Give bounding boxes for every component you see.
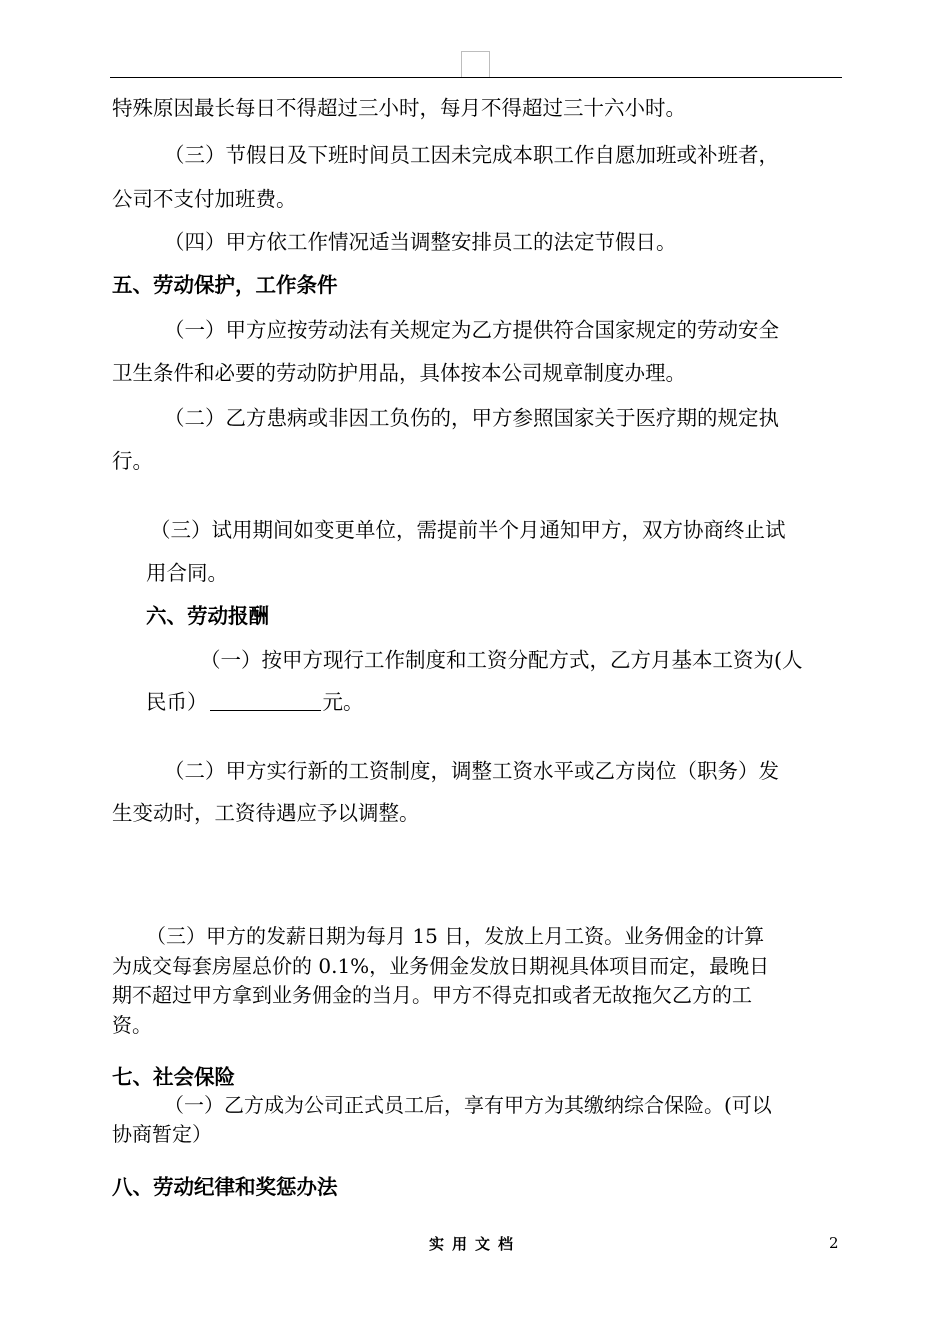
section-heading: 七、社会保险 [112,1065,235,1089]
paragraph-line: 协商暂定） [112,1122,212,1146]
paragraph-line: （一）乙方成为公司正式员工后，享有甲方为其缴纳综合保险。(可以 [164,1093,772,1117]
header-rule [110,77,842,78]
header-box [461,51,490,78]
salary-blank [210,710,321,711]
paragraph-line: （一）甲方应按劳动法有关规定为乙方提供符合国家规定的劳动安全 [164,318,779,342]
paragraph-line: 为成交每套房屋总价的 0.1%，业务佣金发放日期视具体项目而定，最晚日 [112,954,770,978]
paragraph-line: （四）甲方依工作情况适当调整安排员工的法定节假日。 [164,230,677,254]
section-heading: 六、劳动报酬 [146,604,269,628]
paragraph-line: 卫生条件和必要的劳动防护用品，具体按本公司规章制度办理。 [112,361,686,385]
page-number: 2 [829,1234,839,1252]
paragraph-line: 生变动时，工资待遇应予以调整。 [112,801,420,825]
paragraph-line: 公司不支付加班费。 [112,187,297,211]
salary-line [146,690,364,714]
paragraph-line: 用合同。 [146,561,228,585]
paragraph-line: 行。 [112,449,153,473]
paragraph-line: （一）按甲方现行工作制度和工资分配方式，乙方月基本工资为(人 [200,648,803,672]
paragraph-line: 特殊原因最长每日不得超过三小时，每月不得超过三十六小时。 [112,96,686,120]
paragraph-line: （二）乙方患病或非因工负伤的，甲方参照国家关于医疗期的规定执 [164,406,779,430]
paragraph-line: （三）节假日及下班时间员工因未完成本职工作自愿加班或补班者， [164,143,779,167]
paragraph-line: 资。 [112,1013,152,1037]
paragraph-line: （三）试用期间如变更单位，需提前半个月通知甲方，双方协商终止试 [150,518,786,542]
section-heading: 八、劳动纪律和奖惩办法 [112,1175,338,1199]
paragraph-text: 元。 [322,690,364,714]
paragraph-line: （二）甲方实行新的工资制度，调整工资水平或乙方岗位（职务）发 [164,759,779,783]
footer-label: 实用文档 [428,1235,521,1253]
paragraph-line: 期不超过甲方拿到业务佣金的当月。甲方不得克扣或者无故拖欠乙方的工 [112,983,752,1007]
paragraph-text: 民币） [146,690,208,714]
paragraph-line: （三）甲方的发薪日期为每月 15 日，发放上月工资。业务佣金的计算 [146,924,765,948]
section-heading: 五、劳动保护，工作条件 [112,273,338,297]
